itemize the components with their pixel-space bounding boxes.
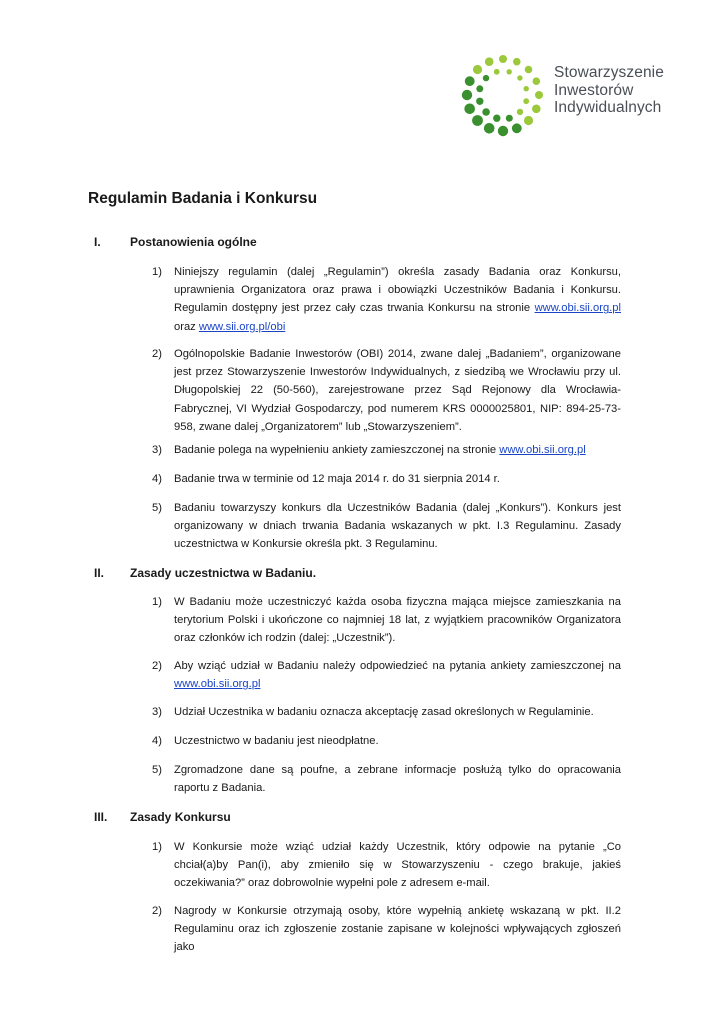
section-number: I. — [94, 235, 101, 249]
logo-dots-icon — [458, 50, 548, 140]
item-number: 2) — [152, 660, 162, 672]
item-number: 5) — [152, 502, 162, 514]
logo-dot — [476, 98, 483, 105]
list-item — [152, 657, 621, 693]
logo-dot — [464, 104, 475, 115]
obi-link[interactable]: www.obi.sii.org.pl — [499, 444, 586, 456]
logo-dot — [484, 123, 495, 134]
item-text: Badanie trwa w terminie od 12 maja 2014 r. do 31 sierpnia 2014 r. — [174, 473, 500, 485]
item-number: 4) — [152, 473, 162, 485]
logo-dot — [493, 115, 500, 122]
logo-dot — [499, 55, 507, 63]
logo-dot — [524, 86, 529, 91]
item-number: 5) — [152, 764, 162, 776]
section-heading — [94, 810, 231, 824]
logo-dot — [533, 77, 541, 85]
logo-dot — [535, 91, 543, 99]
section-title: Zasady uczestnictwa w Badaniu. — [130, 566, 317, 580]
logo-dot — [512, 123, 522, 133]
item-number: 1) — [152, 266, 162, 278]
logo-dot — [476, 85, 483, 92]
logo-dot — [506, 115, 513, 122]
item-text: Badanie polega na wypełnieniu ankiety zamieszczonej na stronie www.obi.sii.org.pl — [174, 444, 586, 456]
logo-text-line1: Stowarzyszenie — [554, 64, 664, 81]
list-item — [152, 499, 621, 554]
item-number: 4) — [152, 735, 162, 747]
sii-obi-link[interactable]: www.sii.org.pl/obi — [198, 320, 286, 333]
item-text: W Konkursie może wziąć udział każdy Uczestnik, który odpowie na pytanie „Co chciał(a)by Pan(i), aby zmieniło się w Stowarzyszeniu - czego brakuje, jakieś oczekiwania?” oraz dobrowolnie wypełni pole z adresem e-mail. — [174, 841, 621, 890]
logo-dot — [523, 98, 529, 104]
logo-dot — [482, 108, 490, 116]
section-number: III. — [94, 810, 108, 824]
logo-dot — [507, 69, 512, 74]
logo-dot — [462, 90, 472, 100]
logo-text-line3: Indywidualnych — [554, 99, 662, 116]
list-item — [152, 732, 621, 750]
item-text: Aby wziąć udział w Badaniu należy odpowiedzieć na pytania ankiety zamieszczonej na www.obi.sii.org.pl — [174, 660, 621, 691]
list-item — [152, 441, 621, 459]
item-text: W Badaniu może uczestniczyć każda osoba fizyczna mająca miejsce zamieszkania na terytorium Polski i ukończone co najmniej 18 lat, z wyjątkiem pracowników Organizatora oraz członków ich rodzin (dalej: „Uczestnik”). — [174, 596, 621, 645]
logo-dot — [498, 126, 508, 136]
item-number: 1) — [152, 841, 162, 853]
list-item — [152, 470, 621, 488]
list-item — [152, 703, 621, 721]
list-item — [152, 593, 621, 648]
logo-dot — [525, 66, 533, 74]
item-number: 2) — [152, 905, 162, 917]
section-heading — [94, 235, 257, 249]
item-text: Zgromadzone dane są poufne, a zebrane informacje posłużą tylko do opracowania raportu z Badania. — [174, 764, 621, 795]
sii-logo — [458, 50, 668, 140]
list-item — [152, 838, 621, 893]
logo-dot — [483, 75, 489, 81]
item-text: Ogólnopolskie Badanie Inwestorów (OBI) 2014, zwane dalej „Badaniem”, organizowane jest przez Stowarzyszenie Inwestorów Indywidualnych, z siedzibą we Wrocławiu przy ul. Długopolskiej 22 (50-560), zarejestrowane przez Sąd Rejonowy dla Wrocławia-Fabrycznej, VI Wydział Gospodarczy, pod numerem KRS 0000025801, NIP: 894-25-73-958, zwane dalej „Organizatorem” lub „Stowarzyszeniem”. — [174, 348, 621, 433]
logo-dot — [485, 57, 494, 66]
logo-dot — [465, 76, 475, 86]
list-item — [152, 345, 621, 436]
logo-text-line2: Inwestorów — [554, 81, 634, 99]
logo-dot — [517, 75, 522, 80]
item-text: Udział Uczestnika w badaniu oznacza akceptację zasad określonych w Regulaminie. — [174, 706, 594, 718]
list-item — [152, 902, 621, 957]
list-item — [152, 761, 621, 797]
section-title: Zasady Konkursu — [130, 810, 231, 824]
item-text: Badaniu towarzyszy konkurs dla Uczestników Badania (dalej „Konkurs”). Konkurs jest organizowany w dniach trwania Badania wskazanych w pkt. I.3 Regulaminu. Zasady uczestnictwa w Konkursie określa pkt. 3 Regulaminu. — [174, 502, 621, 551]
item-text: Niniejszy regulamin (dalej „Regulamin”) określa zasady Badania oraz Konkursu, uprawnienia Organizatora oraz prawa i obowiązki Uczestników Badania i Konkursu. Regulamin dostępny jest przez cały czas trwania Konkursu na stronie www.obi.sii.org.pl oraz www.sii.org.pl/obi — [174, 266, 621, 333]
logo-dot — [513, 58, 521, 66]
list-item — [152, 263, 621, 336]
document-title: Regulamin Badania i Konkursu — [88, 190, 318, 207]
logo-dot — [494, 69, 500, 75]
item-text: Nagrody w Konkursie otrzymają osoby, które wypełnią ankietę wskazaną w pkt. II.2 Regulaminu oraz ich zgłoszenie zostanie zapisane w kolejności wpływających zgłoszeń jako — [174, 905, 621, 954]
obi-link[interactable]: www.obi.sii.org.pl — [534, 302, 621, 315]
logo-dot — [517, 109, 523, 115]
item-number: 3) — [152, 706, 162, 718]
logo-dot — [524, 116, 533, 125]
section-title: Postanowienia ogólne — [130, 235, 257, 249]
item-number: 1) — [152, 596, 162, 608]
item-number: 3) — [152, 444, 162, 456]
section-heading — [94, 566, 316, 580]
item-number: 2) — [152, 348, 162, 360]
logo-dot — [473, 65, 482, 74]
logo-text — [554, 64, 664, 117]
logo-dot — [472, 115, 483, 126]
item-text: Uczestnictwo w badaniu jest nieodpłatne. — [174, 735, 379, 747]
logo-dot — [532, 105, 541, 114]
obi-link[interactable]: www.obi.sii.org.pl — [174, 678, 261, 691]
section-number: II. — [94, 566, 105, 580]
